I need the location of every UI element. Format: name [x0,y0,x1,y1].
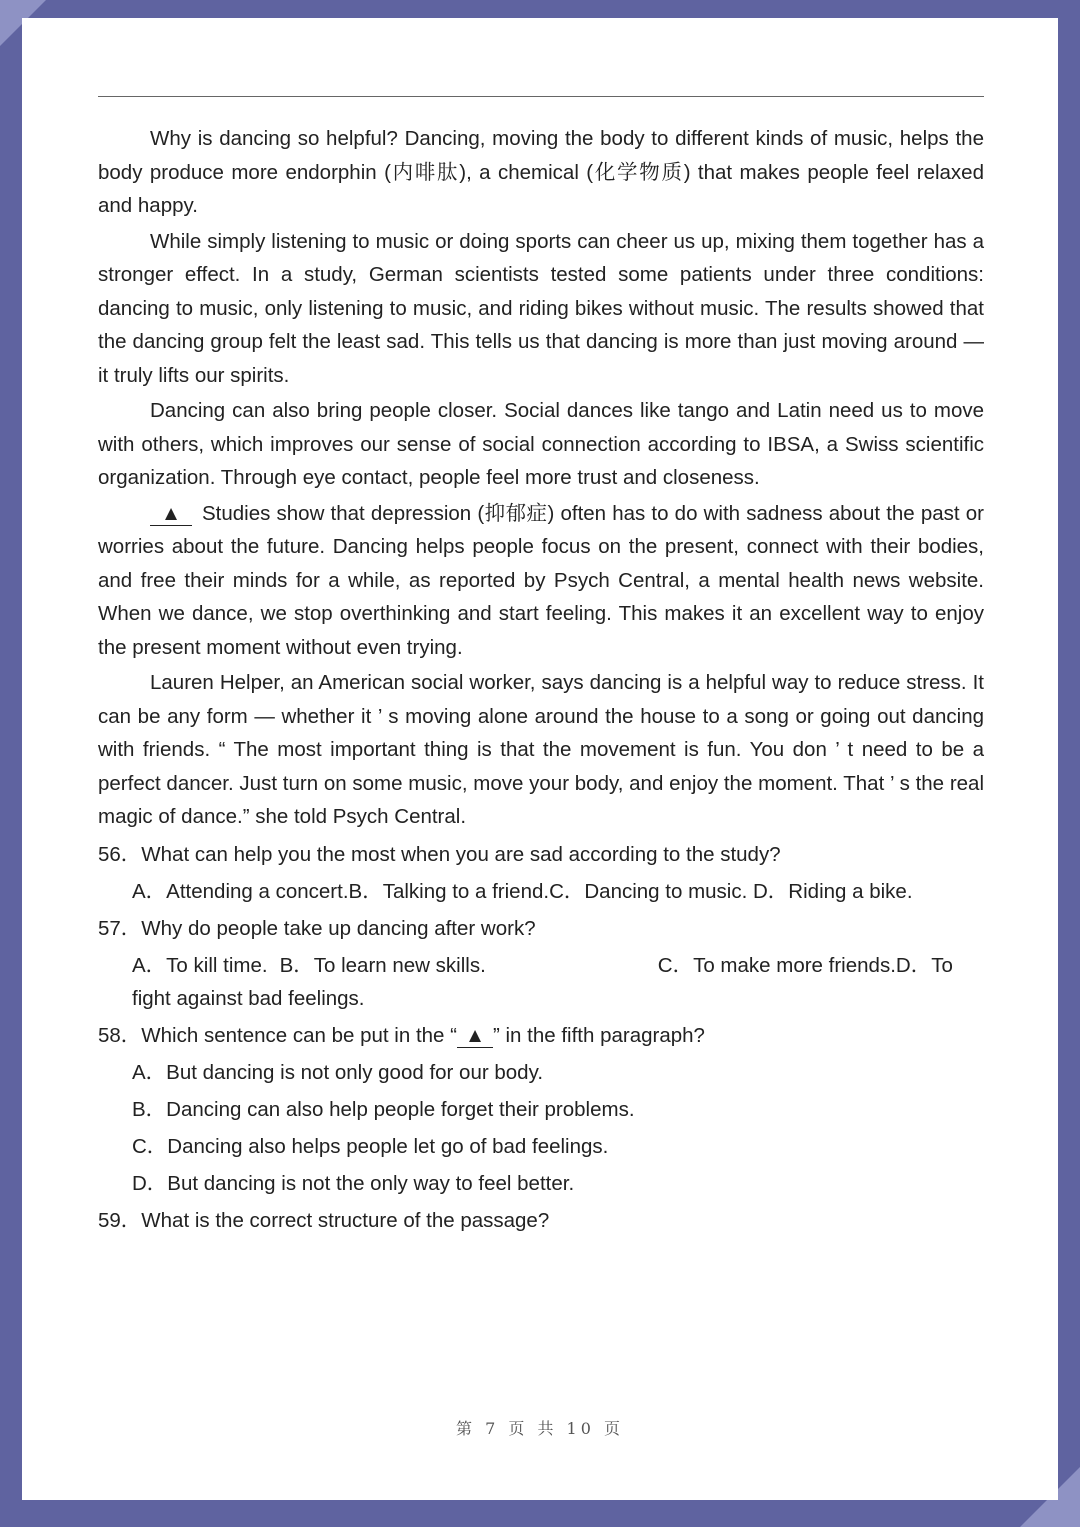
passage-paragraph [98,497,984,665]
question-57-options [132,949,984,1015]
passage-paragraph: Dancing can also bring people closer. Social dances like tango and Latin need us to move with others, which improves our sense of social connection according to IBSA, a Swiss scientific organization. Through eye contact, people feel more trust and closeness. [98,399,984,489]
option-d: D．Riding a bike. [753,879,913,903]
passage-paragraph: While simply listening to music or doing sports can cheer us up, mixing them together has a stronger effect. In a study, German scientists tested some patients under three conditions: dancing to music, only listening to music, and riding bikes without music. The results showed that the dancing group felt the least sad. This tells us that dancing is more than just moving around — it truly lifts our spirits. [98,229,984,387]
option-b: B．Dancing can also help people forget their problems. [132,1097,635,1121]
blank-marker: ▲ [150,503,192,526]
option-c: C．Dancing also helps people let go of bad feelings. [132,1134,609,1158]
option-d: D．To fight against bad feelings. [132,953,953,1010]
option-b: B．Talking to a friend. [348,879,550,903]
question-56-options [132,875,984,908]
header-rule [98,96,984,97]
option-a: A．To kill time. [132,953,268,977]
page-content [98,122,984,1237]
passage-text: Studies show that depression (抑郁症) often has to do with sadness about the past or worries about the future. Dancing helps people focus on the present, connect with their bodies, and free their minds for a while, as reported by Psych Central, a mental health news website. When we dance, we stop overthinking and start feeling. This makes it an excellent way to enjoy the present moment without even trying. [98,501,984,659]
page-number: 第 7 页 共 10 页 [456,1419,624,1438]
option-b: B．To learn new skills. [279,953,486,977]
option-c: C．To make more friends. [657,953,896,977]
question-58-stem-end: ” in the fifth paragraph? [492,1023,705,1047]
question-58 [98,1019,984,1052]
question-56: 56．What can help you the most when you are sad according to the study? [98,842,781,866]
question-59: 59．What is the correct structure of the passage? [98,1208,550,1232]
blank-marker: ▲ [457,1025,493,1048]
question-57: 57．Why do people take up dancing after work? [98,916,536,940]
option-a: A．But dancing is not only good for our body. [132,1060,544,1084]
question-58-stem: 58．Which sentence can be put in the “ [98,1023,457,1047]
option-d: D．But dancing is not the only way to feel better. [132,1171,575,1195]
passage-paragraph: Why is dancing so helpful? Dancing, moving the body to different kinds of music, helps the body produce more endorphin (内啡肽), a chemical (化学物质) that makes people feel relaxed and happy. [98,127,984,217]
option-a: A．Attending a concert. [132,879,349,903]
option-c: C．Dancing to music. [549,879,748,903]
document-page [22,18,1058,1500]
passage-paragraph: Lauren Helper, an American social worker, says dancing is a helpful way to reduce stress. It can be any form — whether it ’ s moving alone around the house to a song or going out dancing with friends. “ The most important thing is that the movement is fun. You don ’ t need to be a perfect dancer. Just turn on some music, move your body, and enjoy the moment. That ’ s the real magic of dance.” she told Psych Central. [98,671,984,828]
